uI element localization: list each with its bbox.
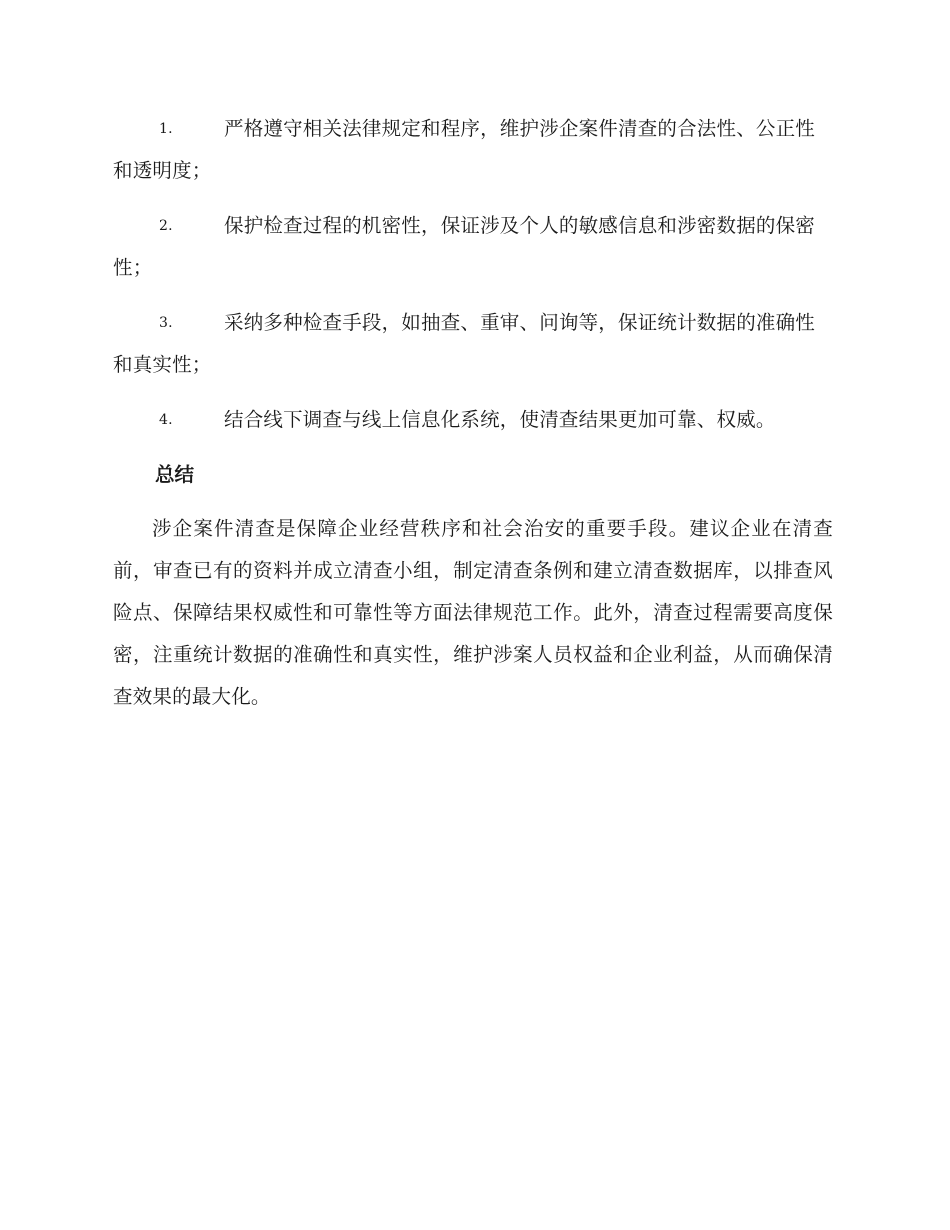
list-text: 保护检查过程的机密性，保证涉及个人的敏感信息和涉密数据的保密性； <box>113 214 816 279</box>
section-heading: 总结 <box>155 463 195 486</box>
list-item-1 <box>113 108 833 192</box>
list-text: 严格遵守相关法律规定和程序，维护涉企案件清查的合法性、公正性和透明度； <box>113 117 816 182</box>
list-number: 1. <box>159 121 173 137</box>
document-page <box>113 108 833 718</box>
list-number: 2. <box>159 218 173 234</box>
list-number: 4. <box>159 412 173 428</box>
list-item-2 <box>113 205 833 289</box>
summary-paragraph: 涉企案件清查是保障企业经营秩序和社会治安的重要手段。建议企业在清查前，审查已有的资料并成立清查小组，制定清查条例和建立清查数据库，以排查风险点、保障结果权威性和可靠性等方面法律规范工作。此外，清查过程需要高度保密，注重统计数据的准确性和真实性，维护涉案人员权益和企业利益，从而确保清查效果的最大化。 <box>113 517 833 708</box>
list-number: 3. <box>159 315 173 331</box>
list-text: 结合线下调查与线上信息化系统，使清查结果更加可靠、权威。 <box>224 408 776 431</box>
list-text: 采纳多种检查手段，如抽查、重审、问询等，保证统计数据的准确性和真实性； <box>113 311 816 376</box>
list-item-3 <box>113 302 833 386</box>
list-item-4 <box>113 399 833 441</box>
